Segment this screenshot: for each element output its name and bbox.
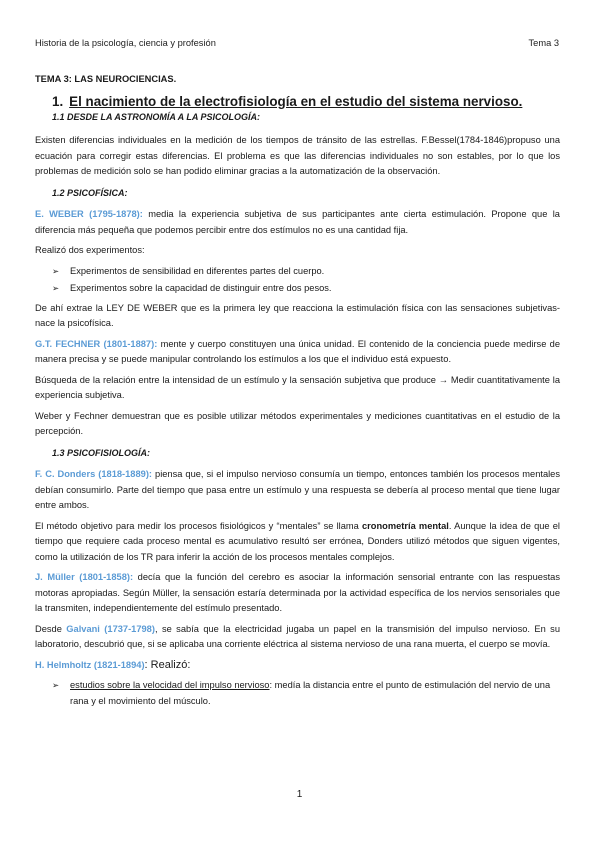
paragraph-donders	[35, 467, 560, 514]
paragraph-fechner	[35, 337, 560, 368]
paragraph-weber-fechner: Weber y Fechner demuestran que es posible utilizar métodos experimentales y mediciones cuantitativas en el estudio de la percepción.	[35, 410, 560, 436]
galvani-text: , se sabía que la electricidad jugaba un papel en la transmisión del impulso nervioso. En su laboratorio, descubrió que, si se aplicaba una corriente eléctrica al sistema nervioso de una rana muerta, el cuerpo se movía.	[35, 623, 560, 649]
arrow-bullet-icon: ➢	[52, 265, 60, 276]
document-body	[35, 72, 560, 713]
weber-text: media la experiencia subjetiva de sus participantes ante cierta estimulación. Propone que la diferencia más pequeña que podemos percibir entre dos estímulos no es una cantidad fija.	[35, 209, 560, 235]
galvani-pre: Desde	[35, 623, 67, 634]
paragraph-muller	[35, 570, 560, 617]
paragraph-cronometria	[35, 519, 560, 566]
paragraph-weber	[35, 207, 560, 238]
arrow-bullet-icon: ➢	[52, 283, 60, 293]
donders-text: piensa que, si el impulso nervioso consumía un tiempo, entonces también los procesos mentales debían consumirlo. Parte del tiempo que pasa entre un estímulo y una respuesta se debería al proceso mental que tiene lugar entre ambos.	[35, 469, 560, 510]
list-item	[52, 264, 560, 280]
section-1-2-heading: 1.2 PSICOFÍSICA:	[52, 187, 128, 198]
paragraph-ley-weber: De ahí extrae la LEY DE WEBER que es la primera ley que reacciona la estimulación física con las sensaciones subjetivas- nace la psicofísica.	[35, 302, 560, 328]
arrow-bullet-icon: ➢	[52, 680, 60, 690]
section-1-heading	[52, 93, 560, 110]
helmholtz-list	[35, 678, 560, 709]
experiment-2: Experimentos sobre la capacidad de distinguir entre dos pesos.	[70, 283, 332, 293]
header-tema: Tema 3	[528, 38, 559, 48]
helmholtz-item-text: : medía la distancia entre el punto de estimulación del nervio de una rana y el movimiento del músculo.	[70, 680, 551, 706]
list-item	[52, 281, 560, 297]
cronometria-mental-term: cronometría mental	[362, 520, 449, 531]
paragraph-busqueda: Búsqueda de la relación entre la intensidad de un estímulo y la sensación subjetiva que produce → Medir cuantitativamente la experiencia subjetiva.	[35, 374, 560, 400]
metodo-text-a: El método objetivo para medir los procesos fisiológicos y “mentales” se llama	[35, 520, 363, 531]
helmholtz-after: : Realizó:	[144, 658, 191, 671]
section-1-1-heading: 1.1 DESDE LA ASTRONOMÍA A LA PSICOLOGÍA:	[52, 111, 261, 122]
page-number: 1	[296, 789, 303, 800]
author-fechner: G.T. FECHNER (1801-1887):	[35, 338, 158, 349]
paragraph-helmholtz	[35, 658, 560, 674]
author-galvani: Galvani (1737-1798)	[66, 623, 155, 634]
header-course-title: Historia de la psicología, ciencia y profesión	[35, 38, 216, 48]
metodo-text-b: . Aunque la idea de que el tiempo que requiere cada proceso mental es acumulativo resultó ser errónea, Donders utilizó métodos que siguen vigentes, como la utilización de los TR para inferir la acción de los procesos mentales complejos.	[35, 520, 560, 562]
experiments-list	[35, 264, 560, 297]
author-muller: J. Müller (1801-1858):	[35, 572, 134, 582]
list-item	[52, 678, 560, 709]
section-1-number: 1.	[52, 93, 64, 109]
section-1-title: El nacimiento de la electrofisiología en el estudio del sistema nervioso.	[69, 93, 523, 109]
helmholtz-item-underlined: estudios sobre la velocidad del impulso nervioso	[70, 680, 270, 690]
fechner-text: mente y cuerpo constituyen una única unidad. El contenido de la conciencia puede medirse de manera precisa y se puede manipular controlando los estímulos a los que el individuo está expuesto.	[35, 338, 560, 364]
section-1-3-heading: 1.3 PSICOFISIOLOGÍA:	[52, 447, 151, 458]
author-donders: F. C. Donders (1818-1889):	[35, 469, 153, 479]
author-helmholtz: H. Helmholtz (1821-1894)	[35, 659, 145, 670]
tema-title: TEMA 3: LAS NEUROCIENCIAS.	[35, 74, 177, 84]
experiment-1: Experimentos de sensibilidad en diferentes partes del cuerpo.	[70, 265, 325, 276]
paragraph-bessel: Existen diferencias individuales en la medición de los tiempos de tránsito de las estrellas. F.Bessel(1784-1846)propuso una ecuación para corregir estas diferencias. El problema es que las diferencias individuales no son estables, por lo que los problemas de medición solo se han podido eliminar gracias a la automatización de la observación.	[35, 135, 560, 176]
muller-text: decía que la función del cerebro es asociar la información sensorial entrante con las respuestas motoras apropiadas. Según Müller, la sensación estaría determinada por la actividad específica de los nervios sensoriales que la transmiten, independientemente del estímulo presentado.	[35, 572, 560, 613]
paragraph-realizo: Realizó dos experimentos:	[35, 245, 145, 255]
paragraph-galvani	[35, 622, 560, 653]
author-weber: E. WEBER (1795-1878):	[35, 209, 143, 219]
